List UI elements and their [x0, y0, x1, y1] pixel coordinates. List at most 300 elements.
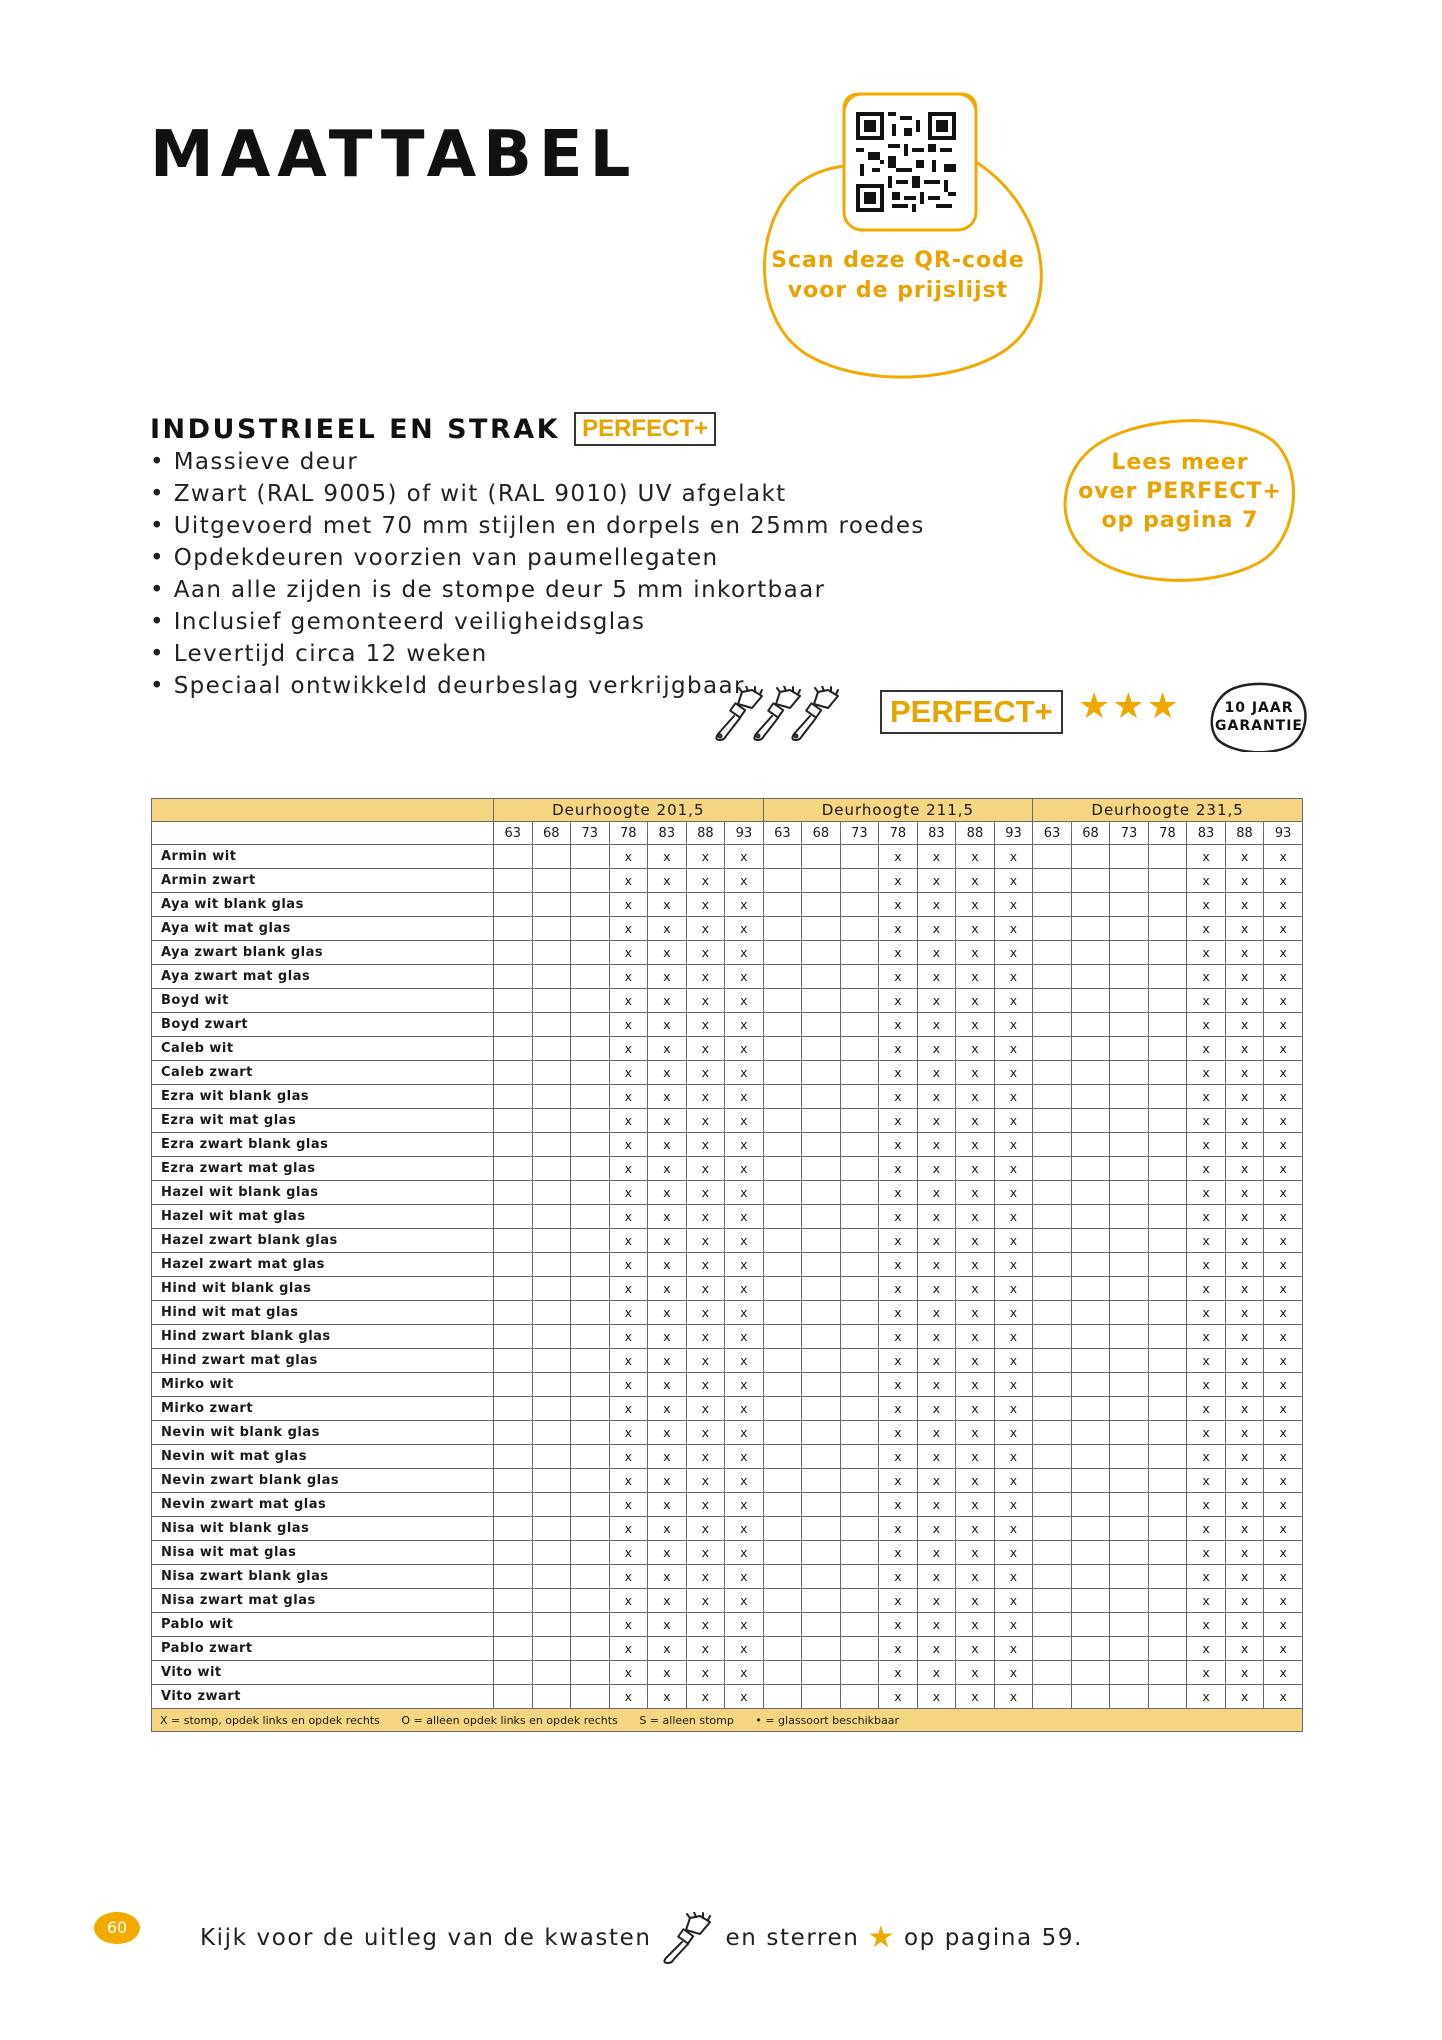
feature-item: • Zwart (RAL 9005) of wit (RAL 9010) UV afgelakt — [150, 478, 925, 510]
section-header — [150, 412, 716, 446]
availability-cell: x — [648, 1277, 687, 1301]
availability-cell — [1148, 1157, 1187, 1181]
table-legend — [152, 1709, 1303, 1732]
availability-cell — [802, 1061, 841, 1085]
availability-cell: x — [648, 989, 687, 1013]
availability-cell — [1110, 869, 1149, 893]
availability-cell — [1071, 1469, 1110, 1493]
paint-brush-icon — [754, 686, 800, 740]
availability-cell — [763, 1277, 802, 1301]
availability-cell: x — [1264, 1661, 1303, 1685]
availability-cell: x — [609, 1229, 648, 1253]
availability-cell: x — [1264, 1517, 1303, 1541]
availability-cell — [494, 1421, 533, 1445]
availability-cell: x — [994, 1349, 1033, 1373]
availability-cell — [571, 1589, 610, 1613]
availability-cell: x — [1187, 1325, 1226, 1349]
availability-cell — [802, 893, 841, 917]
availability-cell — [840, 893, 879, 917]
feature-item: • Opdekdeuren voorzien van paumellegaten — [150, 542, 925, 574]
availability-cell — [802, 1589, 841, 1613]
availability-cell — [802, 1085, 841, 1109]
availability-cell: x — [686, 1421, 725, 1445]
availability-cell — [1110, 941, 1149, 965]
availability-cell: x — [879, 1661, 918, 1685]
availability-cell: x — [994, 1109, 1033, 1133]
availability-cell: x — [1225, 1277, 1264, 1301]
table-row — [152, 1469, 1303, 1493]
availability-cell — [532, 1661, 571, 1685]
availability-cell — [1033, 941, 1072, 965]
availability-cell — [1148, 1541, 1187, 1565]
availability-cell: x — [917, 1421, 956, 1445]
availability-cell: x — [1187, 1661, 1226, 1685]
availability-cell — [1110, 1085, 1149, 1109]
availability-cell: x — [609, 1133, 648, 1157]
availability-cell: x — [648, 1205, 687, 1229]
availability-cell — [494, 1349, 533, 1373]
table-row — [152, 1637, 1303, 1661]
availability-cell: x — [725, 1181, 764, 1205]
availability-cell — [1148, 1469, 1187, 1493]
availability-cell: x — [956, 1685, 995, 1709]
availability-cell — [494, 1325, 533, 1349]
availability-cell — [532, 1037, 571, 1061]
availability-cell — [1148, 1421, 1187, 1445]
availability-cell: x — [725, 1109, 764, 1133]
availability-cell: x — [609, 1253, 648, 1277]
availability-cell — [802, 1325, 841, 1349]
availability-cell — [494, 893, 533, 917]
availability-cell: x — [917, 1445, 956, 1469]
availability-cell: x — [1264, 1637, 1303, 1661]
availability-cell: x — [956, 941, 995, 965]
availability-cell: x — [917, 1637, 956, 1661]
paint-brush-icon — [792, 686, 838, 740]
availability-cell — [840, 917, 879, 941]
table-row — [152, 893, 1303, 917]
availability-cell — [1071, 941, 1110, 965]
availability-cell — [1148, 1301, 1187, 1325]
availability-cell — [1033, 989, 1072, 1013]
availability-cell: x — [686, 869, 725, 893]
availability-cell: x — [725, 1013, 764, 1037]
availability-cell — [1033, 893, 1072, 917]
availability-cell — [1110, 1565, 1149, 1589]
availability-cell: x — [1225, 1205, 1264, 1229]
availability-cell — [763, 1493, 802, 1517]
availability-cell: x — [879, 1565, 918, 1589]
availability-cell — [1148, 1253, 1187, 1277]
availability-cell: x — [1225, 1013, 1264, 1037]
qr-code-icon[interactable] — [856, 112, 956, 212]
table-row — [152, 917, 1303, 941]
availability-cell — [1071, 989, 1110, 1013]
table-row — [152, 869, 1303, 893]
availability-cell: x — [1225, 1517, 1264, 1541]
availability-cell — [840, 1085, 879, 1109]
availability-cell: x — [879, 1325, 918, 1349]
availability-cell — [1110, 1445, 1149, 1469]
table-row — [152, 1661, 1303, 1685]
availability-cell — [532, 1229, 571, 1253]
availability-cell — [571, 1229, 610, 1253]
availability-cell: x — [994, 1085, 1033, 1109]
availability-cell — [1033, 1517, 1072, 1541]
availability-cell — [1110, 1061, 1149, 1085]
availability-cell: x — [609, 1349, 648, 1373]
availability-cell — [763, 1373, 802, 1397]
availability-cell: x — [1225, 1061, 1264, 1085]
availability-cell: x — [956, 1325, 995, 1349]
model-name-cell: Hazel zwart blank glas — [152, 1229, 494, 1253]
availability-cell — [532, 965, 571, 989]
availability-cell — [1071, 1277, 1110, 1301]
model-name-cell: Vito zwart — [152, 1685, 494, 1709]
availability-cell: x — [609, 1637, 648, 1661]
availability-cell: x — [609, 869, 648, 893]
availability-cell: x — [648, 1613, 687, 1637]
availability-cell — [1148, 1037, 1187, 1061]
availability-cell: x — [956, 1181, 995, 1205]
availability-cell — [802, 917, 841, 941]
availability-cell — [1110, 893, 1149, 917]
availability-cell: x — [686, 989, 725, 1013]
availability-cell: x — [1264, 1037, 1303, 1061]
availability-cell — [571, 1685, 610, 1709]
availability-cell: x — [879, 869, 918, 893]
availability-cell: x — [725, 917, 764, 941]
availability-cell: x — [956, 1013, 995, 1037]
model-name-cell: Mirko zwart — [152, 1397, 494, 1421]
availability-cell: x — [1187, 1493, 1226, 1517]
model-name-cell: Aya zwart mat glas — [152, 965, 494, 989]
model-name-cell: Aya zwart blank glas — [152, 941, 494, 965]
availability-cell — [1110, 1661, 1149, 1685]
availability-cell — [1148, 1589, 1187, 1613]
table-row — [152, 1541, 1303, 1565]
availability-cell: x — [1225, 845, 1264, 869]
availability-cell: x — [1187, 1469, 1226, 1493]
availability-cell — [802, 845, 841, 869]
availability-cell: x — [956, 1061, 995, 1085]
availability-cell: x — [686, 1493, 725, 1517]
availability-cell: x — [725, 1541, 764, 1565]
availability-cell — [1148, 1517, 1187, 1541]
availability-cell: x — [648, 1517, 687, 1541]
availability-cell: x — [648, 1253, 687, 1277]
availability-cell — [1110, 1133, 1149, 1157]
availability-cell — [532, 1109, 571, 1133]
availability-cell — [802, 1685, 841, 1709]
availability-cell: x — [994, 1493, 1033, 1517]
availability-cell — [802, 1637, 841, 1661]
availability-cell — [1033, 1397, 1072, 1421]
model-name-cell: Ezra wit blank glas — [152, 1085, 494, 1109]
model-name-cell: Nevin zwart mat glas — [152, 1493, 494, 1517]
model-name-cell: Nevin wit blank glas — [152, 1421, 494, 1445]
model-name-cell: Nevin wit mat glas — [152, 1445, 494, 1469]
availability-cell: x — [994, 941, 1033, 965]
availability-cell: x — [725, 965, 764, 989]
availability-cell — [1148, 1061, 1187, 1085]
availability-cell: x — [956, 1613, 995, 1637]
availability-cell: x — [879, 1277, 918, 1301]
availability-cell: x — [917, 1589, 956, 1613]
availability-cell: x — [879, 893, 918, 917]
availability-cell — [802, 1157, 841, 1181]
availability-cell: x — [686, 1541, 725, 1565]
guarantee-badge-outline — [1210, 682, 1308, 752]
model-name-cell: Pablo wit — [152, 1613, 494, 1637]
table-row — [152, 1133, 1303, 1157]
availability-cell: x — [956, 1421, 995, 1445]
availability-cell — [532, 1301, 571, 1325]
availability-cell: x — [1225, 1229, 1264, 1253]
availability-cell: x — [1225, 1325, 1264, 1349]
availability-cell: x — [917, 1493, 956, 1517]
availability-cell: x — [1264, 1013, 1303, 1037]
perfect-plus-rating-badge: PERFECT+ — [880, 690, 1063, 734]
availability-cell: x — [609, 989, 648, 1013]
availability-cell — [763, 1685, 802, 1709]
availability-cell: x — [1187, 1085, 1226, 1109]
availability-cell: x — [609, 1061, 648, 1085]
availability-cell — [1110, 1685, 1149, 1709]
availability-cell — [763, 1565, 802, 1589]
availability-cell: x — [648, 1301, 687, 1325]
availability-cell — [1110, 1253, 1149, 1277]
availability-cell — [1148, 917, 1187, 941]
availability-cell — [494, 1133, 533, 1157]
table-row — [152, 1037, 1303, 1061]
availability-cell — [1033, 1229, 1072, 1253]
availability-cell — [1033, 1301, 1072, 1325]
availability-cell — [494, 1277, 533, 1301]
availability-cell — [763, 893, 802, 917]
availability-cell: x — [1187, 869, 1226, 893]
availability-cell: x — [879, 1445, 918, 1469]
availability-cell — [494, 869, 533, 893]
availability-cell — [494, 1253, 533, 1277]
page-number: 60 — [94, 1912, 140, 1944]
availability-cell — [840, 1109, 879, 1133]
availability-cell: x — [686, 1229, 725, 1253]
availability-cell: x — [1264, 1061, 1303, 1085]
availability-cell: x — [1264, 1349, 1303, 1373]
availability-cell — [763, 1181, 802, 1205]
availability-cell — [1148, 869, 1187, 893]
availability-cell — [1148, 1325, 1187, 1349]
availability-cell: x — [686, 1205, 725, 1229]
star-rating: ★★★ — [1078, 686, 1181, 727]
availability-cell — [494, 1445, 533, 1469]
availability-cell — [1071, 1349, 1110, 1373]
availability-cell — [802, 1493, 841, 1517]
model-name-cell: Hind zwart blank glas — [152, 1325, 494, 1349]
size-header-cell: 73 — [1110, 822, 1149, 845]
availability-cell: x — [1264, 1373, 1303, 1397]
table-row — [152, 1013, 1303, 1037]
availability-cell — [494, 1661, 533, 1685]
availability-cell: x — [879, 1013, 918, 1037]
availability-cell — [494, 1589, 533, 1613]
availability-cell — [763, 845, 802, 869]
availability-cell: x — [1187, 1565, 1226, 1589]
availability-cell — [763, 1229, 802, 1253]
availability-cell: x — [1264, 1229, 1303, 1253]
legend-item: O = alleen opdek links en opdek rechts — [401, 1713, 618, 1727]
section-heading: INDUSTRIEEL EN STRAK — [150, 413, 561, 445]
availability-cell — [494, 1181, 533, 1205]
availability-cell: x — [725, 1661, 764, 1685]
availability-cell — [763, 1637, 802, 1661]
availability-cell: x — [994, 917, 1033, 941]
table-row — [152, 1253, 1303, 1277]
availability-cell: x — [725, 1325, 764, 1349]
availability-cell — [763, 1445, 802, 1469]
table-row — [152, 1421, 1303, 1445]
availability-cell: x — [648, 1325, 687, 1349]
table-size-corner-cell — [152, 822, 494, 845]
availability-cell: x — [917, 1469, 956, 1493]
availability-cell: x — [1225, 1181, 1264, 1205]
availability-cell: x — [1225, 1637, 1264, 1661]
availability-cell — [840, 1205, 879, 1229]
footer-text-middle: en sterren — [725, 1925, 860, 1951]
availability-cell: x — [956, 1589, 995, 1613]
availability-cell — [763, 1109, 802, 1133]
availability-cell — [763, 1253, 802, 1277]
availability-cell: x — [879, 1589, 918, 1613]
size-header-cell: 68 — [532, 822, 571, 845]
availability-cell — [1071, 917, 1110, 941]
feature-item: • Massieve deur — [150, 446, 925, 478]
model-name-cell: Hind wit mat glas — [152, 1301, 494, 1325]
availability-cell — [802, 965, 841, 989]
availability-cell: x — [1187, 1277, 1226, 1301]
table-legend-row — [152, 1709, 1303, 1732]
availability-cell: x — [879, 845, 918, 869]
availability-cell — [532, 893, 571, 917]
availability-cell — [840, 1037, 879, 1061]
availability-cell: x — [1187, 1397, 1226, 1421]
availability-cell: x — [609, 1205, 648, 1229]
availability-cell — [571, 989, 610, 1013]
availability-cell — [1110, 1469, 1149, 1493]
availability-cell: x — [956, 1037, 995, 1061]
availability-cell: x — [1264, 1589, 1303, 1613]
availability-cell — [494, 1301, 533, 1325]
guarantee-line2: GARANTIE — [1215, 718, 1303, 734]
availability-cell: x — [609, 1277, 648, 1301]
availability-cell: x — [725, 989, 764, 1013]
availability-cell — [571, 1661, 610, 1685]
availability-cell — [1071, 1421, 1110, 1445]
availability-cell: x — [648, 1637, 687, 1661]
availability-cell — [532, 1589, 571, 1613]
availability-cell: x — [648, 1061, 687, 1085]
availability-cell — [802, 1541, 841, 1565]
availability-cell — [1110, 1493, 1149, 1517]
availability-cell: x — [686, 1253, 725, 1277]
availability-cell — [494, 1397, 533, 1421]
availability-cell — [1110, 1301, 1149, 1325]
availability-cell — [1071, 1301, 1110, 1325]
availability-cell: x — [994, 1589, 1033, 1613]
availability-cell: x — [686, 845, 725, 869]
availability-cell: x — [725, 1253, 764, 1277]
availability-cell: x — [648, 1493, 687, 1517]
availability-cell — [763, 989, 802, 1013]
availability-cell: x — [648, 1445, 687, 1469]
availability-cell: x — [686, 1085, 725, 1109]
availability-cell: x — [686, 1013, 725, 1037]
availability-cell — [840, 1493, 879, 1517]
availability-cell — [1071, 1325, 1110, 1349]
availability-cell — [840, 965, 879, 989]
availability-cell — [494, 1229, 533, 1253]
availability-cell — [840, 1253, 879, 1277]
availability-cell — [1033, 1037, 1072, 1061]
availability-cell: x — [1187, 893, 1226, 917]
availability-cell — [840, 1445, 879, 1469]
availability-cell: x — [686, 1325, 725, 1349]
star-icon: ★ — [867, 1920, 896, 1955]
availability-cell: x — [956, 1157, 995, 1181]
read-more-callout[interactable] — [1060, 410, 1300, 585]
availability-cell — [1071, 1109, 1110, 1133]
brush-rating-icons — [712, 686, 848, 744]
availability-cell: x — [686, 1613, 725, 1637]
availability-cell: x — [956, 1565, 995, 1589]
table-row — [152, 989, 1303, 1013]
size-header-cell: 63 — [494, 822, 533, 845]
availability-cell: x — [609, 1445, 648, 1469]
availability-cell — [802, 1013, 841, 1037]
availability-cell: x — [956, 1541, 995, 1565]
size-header-cell: 83 — [917, 822, 956, 845]
availability-cell — [532, 1013, 571, 1037]
size-header-cell: 78 — [1148, 822, 1187, 845]
availability-cell — [571, 1253, 610, 1277]
availability-cell: x — [609, 1469, 648, 1493]
availability-cell: x — [917, 1565, 956, 1589]
availability-cell — [1110, 1541, 1149, 1565]
availability-cell: x — [917, 1157, 956, 1181]
availability-cell: x — [917, 1061, 956, 1085]
size-header-cell: 93 — [1264, 822, 1303, 845]
availability-cell: x — [686, 1277, 725, 1301]
availability-cell — [1071, 1061, 1110, 1085]
availability-cell: x — [686, 965, 725, 989]
availability-cell — [571, 1085, 610, 1109]
availability-cell — [763, 1397, 802, 1421]
availability-cell: x — [994, 1685, 1033, 1709]
availability-cell: x — [956, 1133, 995, 1157]
availability-cell — [1071, 1229, 1110, 1253]
availability-cell — [571, 1397, 610, 1421]
availability-cell — [1110, 1421, 1149, 1445]
availability-cell: x — [1187, 1589, 1226, 1613]
availability-cell — [802, 1109, 841, 1133]
availability-cell — [532, 1205, 571, 1229]
availability-cell — [1033, 917, 1072, 941]
availability-cell: x — [686, 1685, 725, 1709]
availability-cell: x — [917, 1229, 956, 1253]
availability-cell: x — [686, 1133, 725, 1157]
availability-cell — [763, 1085, 802, 1109]
